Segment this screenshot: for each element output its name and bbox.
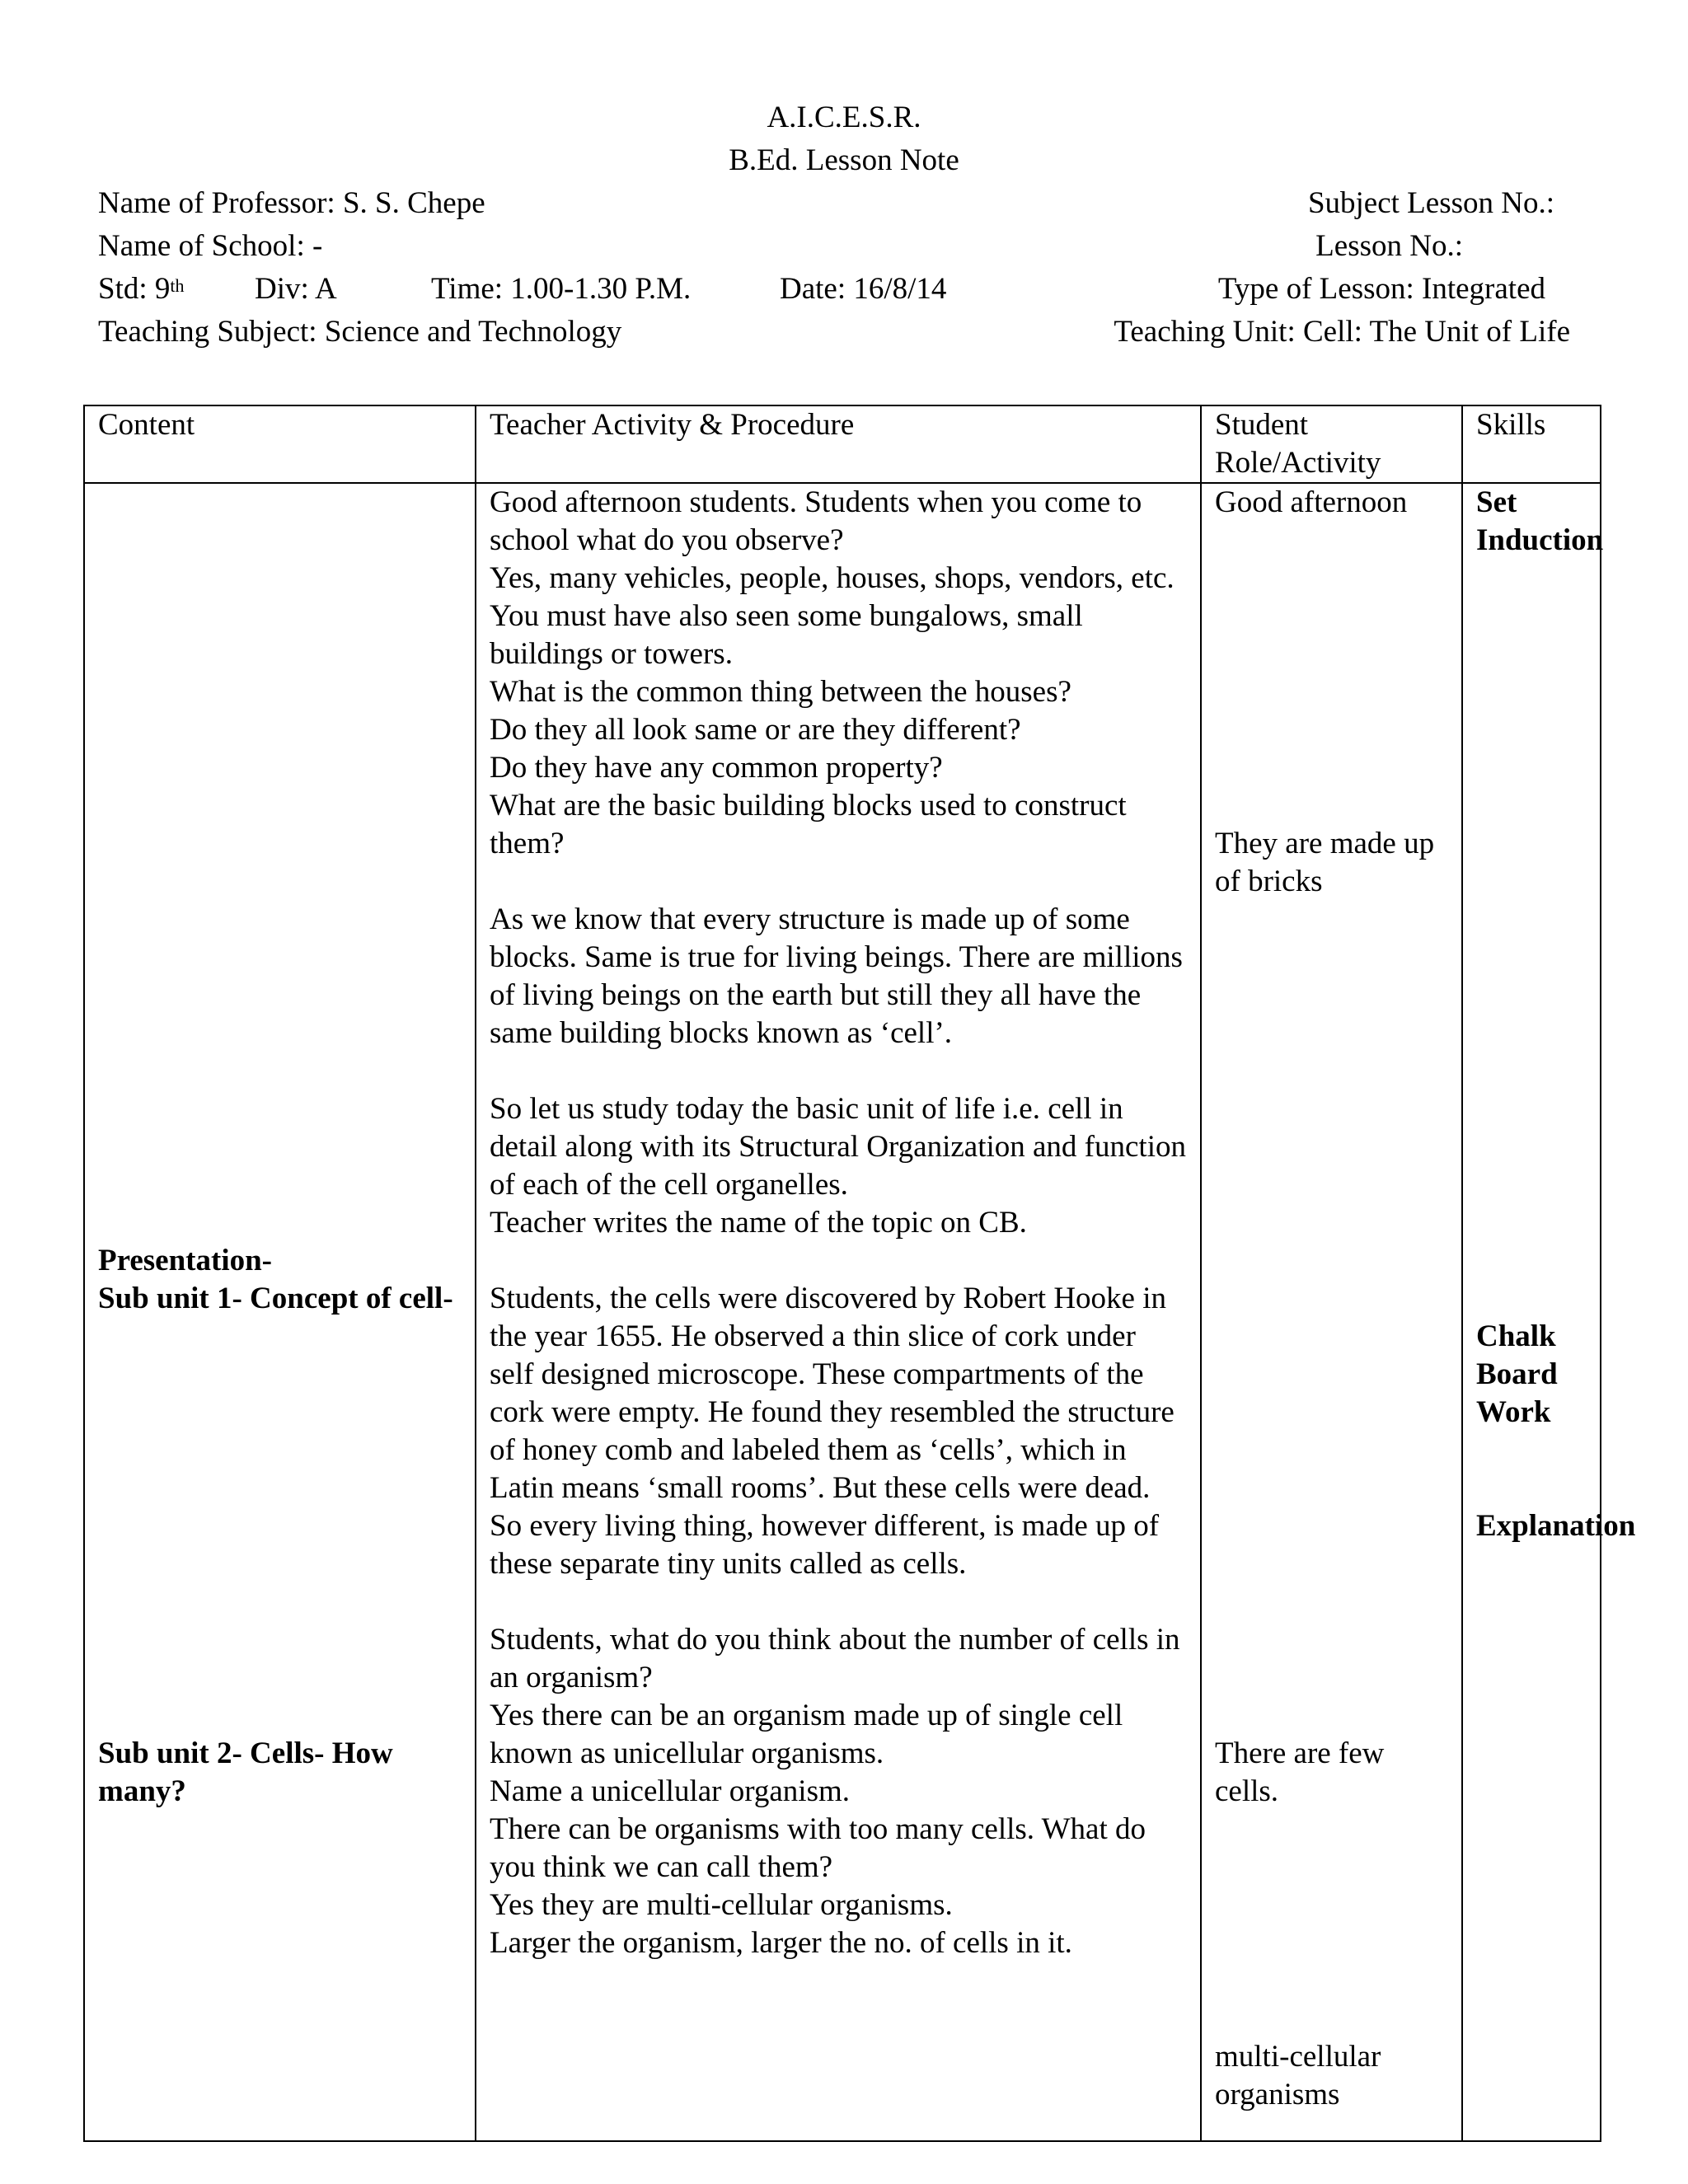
lesson-no: Lesson No.: xyxy=(1315,229,1463,263)
teacher-para: Do they all look same or are they different? xyxy=(490,713,1021,747)
content-cell xyxy=(84,483,476,2141)
teacher-para: Students, what do you think about the number of cells in an organism? xyxy=(490,1623,1180,1694)
teacher-para: What is the common thing between the houses? xyxy=(490,675,1071,709)
teacher-para: Students, the cells were discovered by Robert Hooke in the year 1655. He observed a thin slice of cork under self designed microscope. These compartments of the cork were empty. He found they resembled the structure of honey comb and labeled them as ‘cells’, which in Latin means ‘small rooms’. But these cells were dead. xyxy=(490,1282,1175,1505)
table-header-row xyxy=(84,405,1601,483)
teacher-para: You must have also seen some bungalows, small buildings or towers. xyxy=(490,599,1083,671)
document-title: B.Ed. Lesson Note xyxy=(729,143,959,177)
student-response: There are few cells. xyxy=(1215,1736,1385,1808)
teacher-para: What are the basic building blocks used to construct them? xyxy=(490,789,1127,860)
teacher-para: So every living thing, however different, is made up of these separate tiny units called as cells. xyxy=(490,1509,1160,1581)
teaching-unit: Teaching Unit: Cell: The Unit of Life xyxy=(1114,315,1570,349)
teacher-para: Teacher writes the name of the topic on CB. xyxy=(490,1206,1027,1240)
content-presentation: Presentation- xyxy=(98,1244,272,1277)
teacher-para: As we know that every structure is made up of some blocks. Same is true for living beings. There are millions of living beings on the earth but still they all have the same building blocks known as ‘cell’. xyxy=(490,902,1183,1050)
paragraph-gap xyxy=(490,1242,1187,1280)
teacher-para: Good afternoon students. Students when you come to school what do you observe? xyxy=(490,485,1142,557)
type-of-lesson: Type of Lesson: Integrated xyxy=(1217,272,1545,306)
teacher-para: Yes they are multi-cellular organisms. xyxy=(490,1888,953,1922)
student-role-cell xyxy=(1201,483,1462,2141)
content-sub-unit-1: Sub unit 1- Concept of cell- xyxy=(98,1282,453,1315)
header-student-role: Student Role/Activity xyxy=(1201,405,1462,483)
paragraph-gap xyxy=(490,1583,1187,1621)
table-row xyxy=(84,483,1601,2141)
skill-label: Chalk Board Work xyxy=(1476,1319,1558,1429)
institute-title: A.I.C.E.S.R. xyxy=(767,101,921,134)
paragraph-gap xyxy=(490,863,1187,901)
std-superscript: th xyxy=(170,275,185,296)
student-response: Good afternoon xyxy=(1215,485,1408,519)
teacher-para: Do they have any common property? xyxy=(490,751,943,785)
student-response: They are made up of bricks xyxy=(1215,827,1435,898)
std-label: Std: 9 xyxy=(98,272,171,306)
skill-label: Set Induction xyxy=(1476,485,1604,557)
header-skills: Skills xyxy=(1462,405,1601,483)
skill-label: Explanation xyxy=(1476,1509,1636,1543)
teacher-para: Yes there can be an organism made up of single cell known as unicellular organisms. xyxy=(490,1699,1123,1770)
date-field: Date: 16/8/14 xyxy=(780,272,947,306)
time-field: Time: 1.00-1.30 P.M. xyxy=(431,272,692,306)
header-content: Content xyxy=(84,405,476,483)
teacher-para: Larger the organism, larger the no. of cells in it. xyxy=(490,1926,1072,1960)
professor-name: Name of Professor: S. S. Chepe xyxy=(98,186,485,220)
student-response: multi-cellular organisms xyxy=(1215,2040,1381,2111)
teacher-para: Yes, many vehicles, people, houses, shops, vendors, etc. xyxy=(490,561,1175,595)
div-field: Div: A xyxy=(255,272,337,306)
paragraph-gap xyxy=(490,1052,1187,1090)
header-teacher-activity: Teacher Activity & Procedure xyxy=(476,405,1201,483)
teaching-subject: Teaching Subject: Science and Technology xyxy=(98,315,622,349)
teacher-para: There can be organisms with too many cells. What do you think we can call them? xyxy=(490,1812,1146,1884)
teacher-activity-cell xyxy=(476,483,1201,2141)
school-name: Name of School: - xyxy=(98,229,323,263)
lesson-table xyxy=(83,405,1636,2142)
teacher-para: Name a unicellular organism. xyxy=(490,1774,851,1808)
content-sub-unit-2: Sub unit 2- Cells- How many? xyxy=(98,1736,393,1808)
skills-cell xyxy=(1462,483,1636,2141)
std-field xyxy=(98,268,185,311)
teacher-para: So let us study today the basic unit of life i.e. cell in detail along with its Structural Organization and function of each of the cell organelles. xyxy=(490,1092,1186,1202)
subject-lesson-no: Subject Lesson No.: xyxy=(1307,186,1554,220)
